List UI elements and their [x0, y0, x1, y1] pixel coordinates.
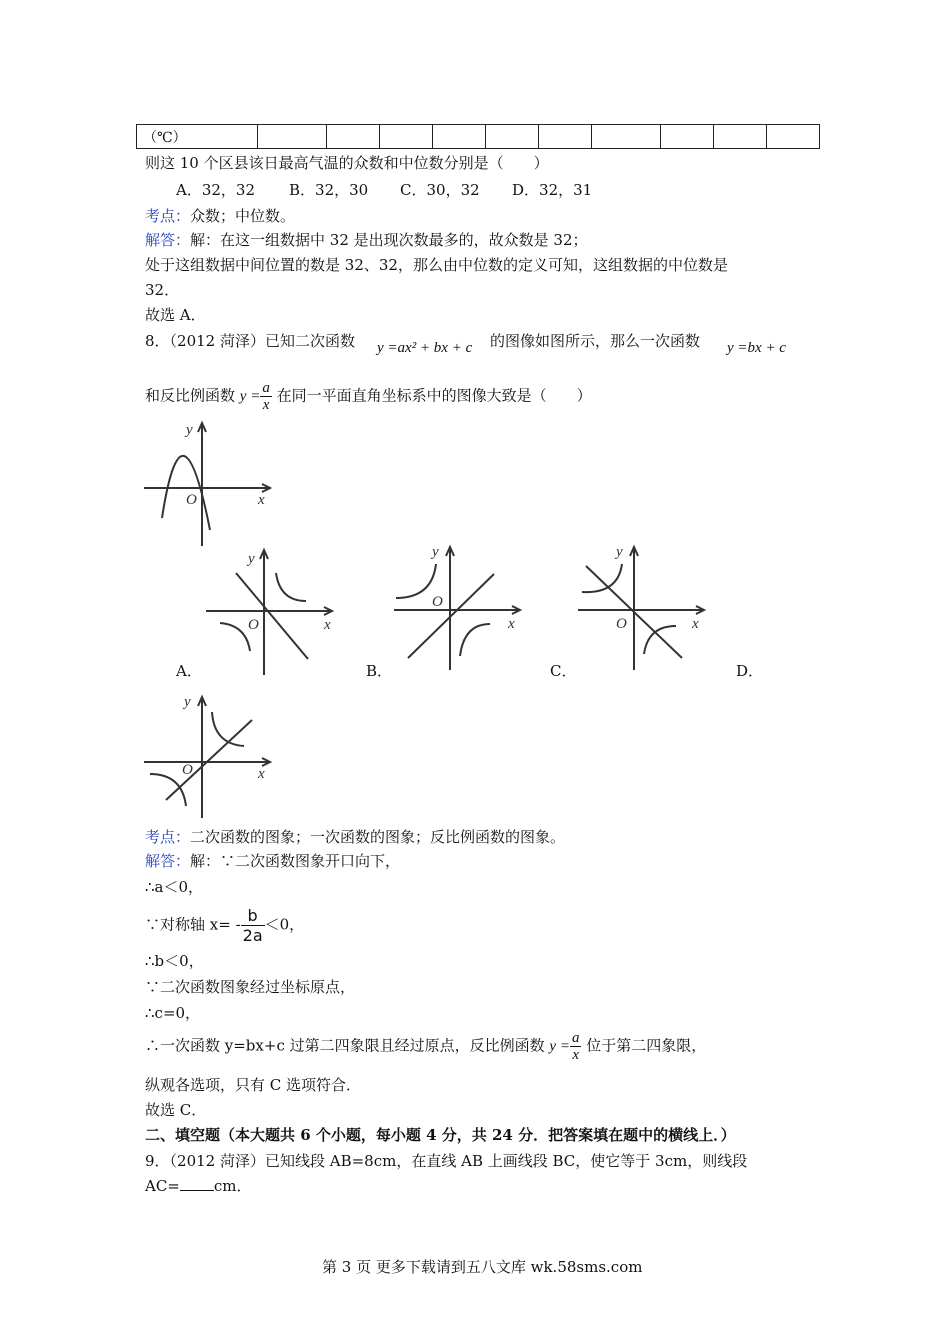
step-line: ∴c=0，	[145, 1004, 201, 1022]
table-cell: （℃）	[137, 125, 258, 149]
option-d-graph	[140, 690, 280, 822]
table-cell	[433, 125, 486, 149]
option-b-label: B．	[366, 662, 393, 680]
page-footer: 第 3 页 更多下载请到五八文库 wk.58sms.com	[322, 1258, 643, 1276]
q9-line2	[145, 1175, 252, 1196]
y-label: y	[616, 544, 623, 560]
step-text: 位于第二四象限，	[586, 1036, 707, 1055]
hyperbola-branch	[150, 774, 186, 806]
quadratic-formula: y =ax² + bx + c	[377, 340, 473, 356]
linear-formula: y =bx + c	[727, 340, 786, 356]
option-c-graph	[572, 540, 712, 672]
hyperbola-branch	[460, 624, 490, 656]
q7-jieda-line2: 处于这组数据中间位置的数是 32、32，那么由中位数的定义可知，这组数据的中位数是	[145, 256, 728, 274]
table-row	[137, 125, 820, 149]
symmetry-axis-line	[145, 906, 304, 945]
step-text: ∵对称轴 x= -	[145, 915, 241, 934]
q7-jieda-line3: 32．	[145, 281, 180, 299]
jieda-text: 解：在这一组数据中 32 是出现次数最多的，故众数是 32；	[190, 231, 588, 249]
table-cell	[661, 125, 714, 149]
fraction-numerator: a	[262, 380, 270, 396]
kaodian-text: 众数；中位数。	[190, 207, 296, 225]
y-label: y	[248, 551, 255, 567]
q8-stem1: 8．（2012 菏泽）已知二次函数	[145, 332, 355, 350]
fraction-numerator: b	[241, 906, 265, 926]
step-line: ∴a＜0，	[145, 878, 204, 896]
x-label: x	[258, 492, 265, 508]
temperature-table	[136, 124, 820, 149]
q8-stem3-a: 和反比例函数	[145, 386, 236, 405]
q7-option-c: C．30，32	[400, 181, 480, 199]
q9-ac: AC=	[145, 1177, 180, 1195]
q8-kaodian	[145, 826, 565, 847]
jieda-label: 解答：	[145, 852, 191, 870]
q8-stem3	[145, 380, 592, 413]
x-label: x	[258, 766, 265, 782]
table-cell	[714, 125, 767, 149]
q8-stem2: 的图像如图所示，那么一次函数	[490, 332, 701, 350]
fraction-b-over-2a	[241, 906, 265, 945]
hyperbola-branch	[220, 623, 250, 651]
origin-label: O	[186, 492, 197, 508]
kaodian-label: 考点：	[145, 207, 191, 225]
q8-jieda	[145, 850, 400, 871]
origin-label: O	[616, 616, 627, 632]
q9-line1: 9．（2012 菏泽）已知线段 AB=8cm，在直线 AB 上画线段 BC，使它等于 3cm，则线段	[145, 1152, 748, 1170]
inverse-y: y =	[549, 1038, 570, 1055]
q7-kaodian	[145, 205, 295, 226]
option-a-label: A．	[176, 662, 202, 680]
fraction-denominator: 2a	[242, 926, 263, 945]
kaodian-text: 二次函数的图象；一次函数的图象；反比例函数的图象。	[190, 828, 566, 846]
hyperbola-branch	[212, 712, 244, 746]
q9-unit: cm．	[213, 1177, 252, 1195]
x-label: x	[324, 617, 331, 633]
q7-option-d: D．32，31	[512, 181, 593, 199]
table-cell	[767, 125, 820, 149]
step-line: ∴b＜0，	[145, 952, 204, 970]
fraction-a-over-x	[260, 380, 272, 413]
hyperbola-branch	[644, 626, 676, 654]
table-cell	[486, 125, 539, 149]
inverse-function-line	[145, 1030, 706, 1063]
table-cell	[592, 125, 661, 149]
fraction-numerator: a	[571, 1030, 580, 1046]
answer-blank	[180, 1176, 214, 1191]
step-line: 纵观各选项，只有 C 选项符合．	[145, 1076, 362, 1094]
fraction-denominator: x	[572, 1047, 580, 1063]
x-label: x	[508, 616, 515, 632]
q7-question: 则这 10 个区县该日最高气温的众数和中位数分别是（ ）	[145, 154, 549, 172]
fraction-denominator: x	[262, 397, 270, 413]
option-a-graph	[200, 545, 340, 677]
option-d-label: D．	[736, 662, 764, 680]
option-b-graph	[388, 540, 528, 672]
option-c-label: C．	[550, 662, 577, 680]
kaodian-label: 考点：	[145, 828, 191, 846]
y-label: y	[186, 422, 193, 438]
table-cell	[539, 125, 592, 149]
jieda-label: 解答：	[145, 231, 191, 249]
origin-label: O	[432, 594, 443, 610]
hyperbola-branch	[276, 573, 306, 601]
step-text: ＜0，	[264, 915, 305, 934]
y-label: y	[184, 694, 191, 710]
step-line: ∵二次函数图象经过坐标原点，	[145, 978, 356, 996]
step-text: ∴一次函数 y=bx+c 过第二四象限且经过原点，反比例函数	[145, 1036, 545, 1055]
line-graph	[236, 573, 308, 659]
q7-option-b: B．32，30	[289, 181, 369, 199]
section-heading: 二、填空题（本大题共 6 个小题，每小题 4 分，共 24 分．把答案填在题中的横线上．）	[145, 1126, 736, 1144]
table-cell	[258, 125, 327, 149]
q7-option-a: A．32，32	[176, 181, 256, 199]
origin-label: O	[248, 617, 259, 633]
step-text: 解：∵二次函数图象开口向下，	[190, 852, 401, 870]
q8-answer: 故选 C．	[145, 1101, 207, 1119]
origin-label: O	[182, 762, 193, 778]
table-cell	[327, 125, 380, 149]
x-label: x	[692, 616, 699, 632]
q8-stem3-b: 在同一平面直角坐标系中的图像大致是（ ）	[276, 386, 592, 405]
q7-jieda	[145, 229, 588, 250]
inverse-y: y =	[239, 388, 261, 405]
y-label: y	[432, 544, 439, 560]
table-cell	[380, 125, 433, 149]
q7-answer: 故选 A．	[145, 306, 206, 324]
hyperbola-branch	[396, 564, 436, 598]
fraction-a-over-x	[570, 1030, 582, 1063]
quadratic-graph	[140, 418, 280, 550]
